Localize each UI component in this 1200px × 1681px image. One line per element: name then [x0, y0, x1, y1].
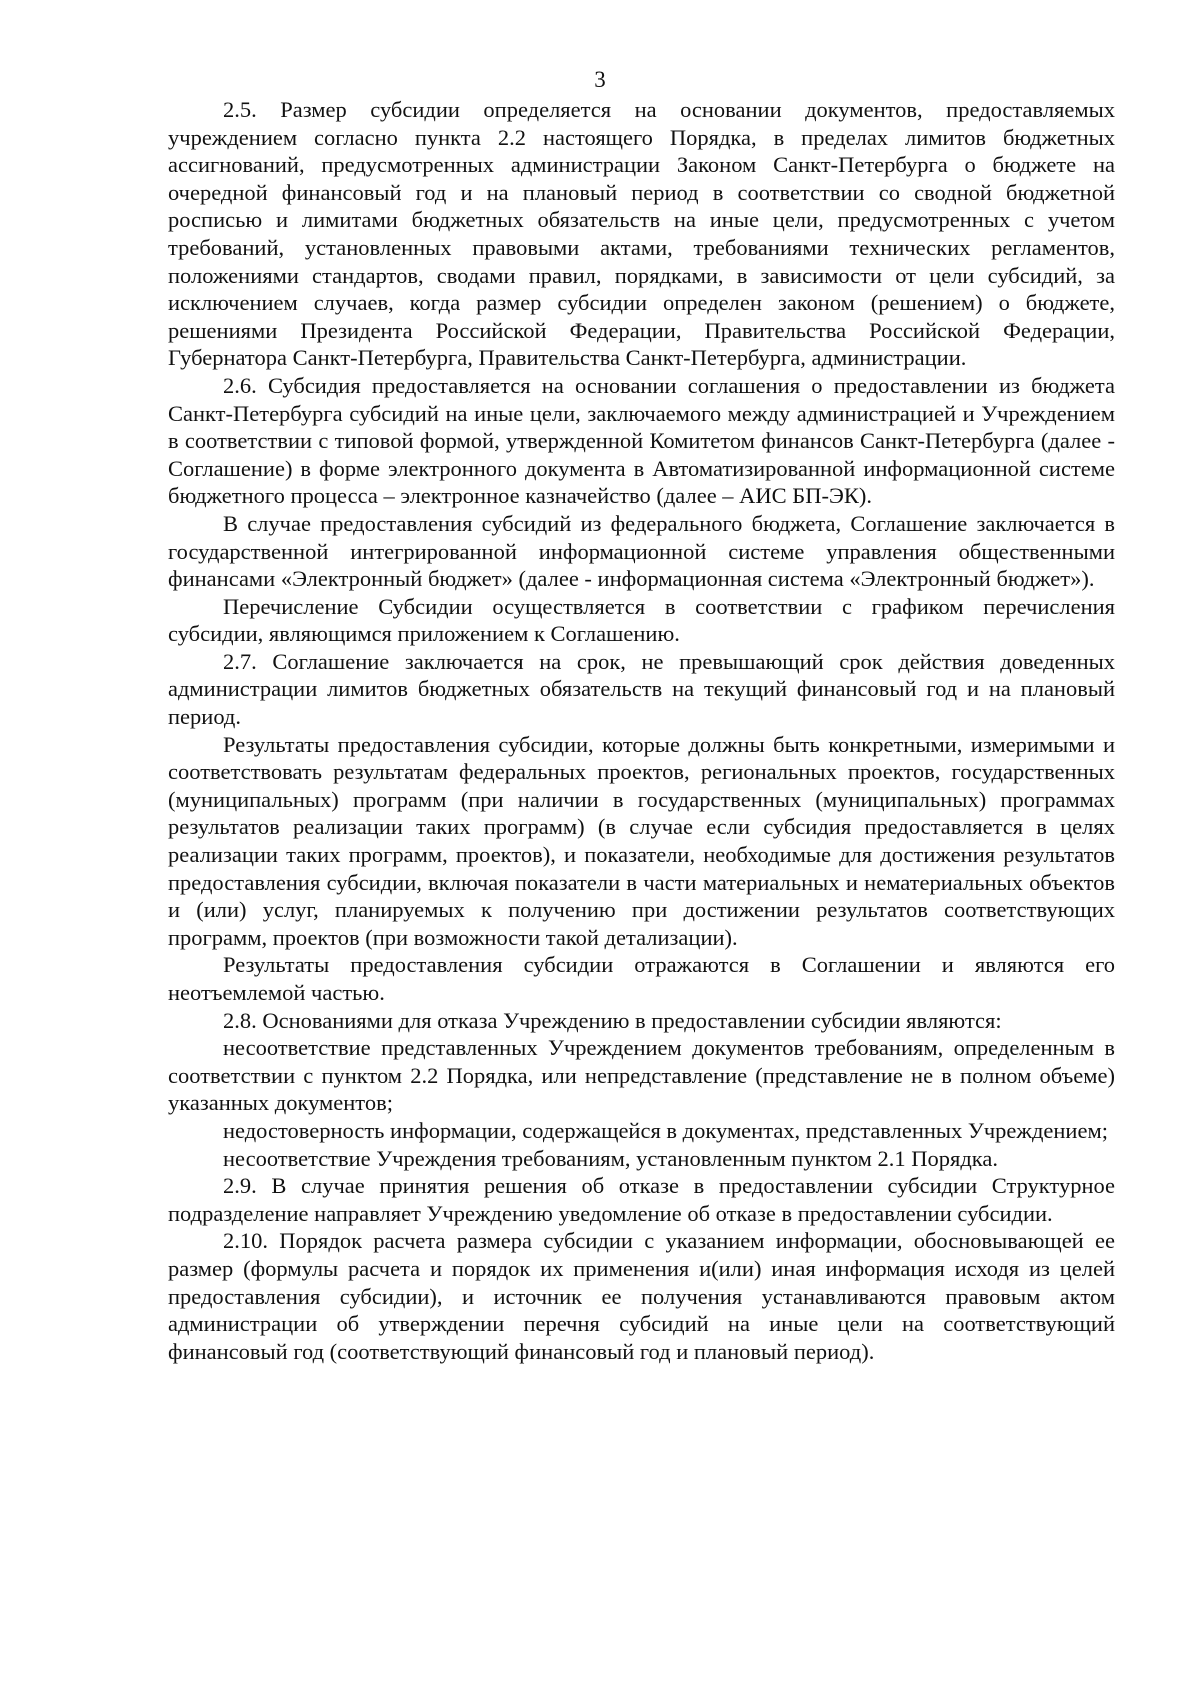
paragraph-2-5: 2.5. Размер субсидии определяется на основании документов, предоставляемых учреждением согласно пункта 2.2 настоящего Порядка, в пределах лимитов бюджетных ассигнований, предусмотренных администрации Законом Санкт-Петербурга о бюджете на очередной финансовый год и на плановый период в соответствии со сводной бюджетной росписью и лимитами бюджетных обязательств на иные цели, предусмотренных с учетом требований, установленных правовыми актами, требованиями технических регламентов, положениями стандартов, сводами правил, порядками, в зависимости от цели субсидий, за исключением случаев, когда размер субсидии определен законом (решением) о бюджете, решениями Президента Российской Федерации, Правительства Российской Федерации, Губернатора Санкт-Петербурга, Правительства Санкт-Петербурга, администрации.	[168, 97, 1115, 371]
paragraph-2-7: 2.7. Соглашение заключается на срок, не превышающий срок действия доведенных администрации лимитов бюджетных обязательств на текущий финансовый год и на плановый период.	[168, 648, 1115, 730]
paragraph-2-9: 2.9. В случае принятия решения об отказе в предоставлении субсидии Структурное подразделение направляет Учреждению уведомление об отказе в предоставлении субсидии.	[168, 1173, 1115, 1226]
paragraph-transfer-schedule: Перечисление Субсидии осуществляется в соответствии с графиком перечисления субсидии, являющимся приложением к Соглашению.	[168, 593, 1115, 647]
paragraph-2-8: 2.8. Основаниями для отказа Учреждению в предоставлении субсидии являются:	[223, 1007, 1002, 1033]
paragraph-results-reflection: Результаты предоставления субсидии отражаются в Соглашении и являются его неотъемлемой частью.	[168, 952, 1115, 1005]
document-body	[168, 96, 1115, 1365]
paragraph-federal-budget: В случае предоставления субсидий из федерального бюджета, Соглашение заключается в государственной интегрированной информационной системе управления общественными финансами «Электронный бюджет» (далее - информационная система «Электронный бюджет»).	[168, 510, 1115, 592]
paragraph-2-6: 2.6. Субсидия предоставляется на основании соглашения о предоставлении из бюджета Санкт-Петербурга субсидий на иные цели, заключаемого между администрацией и Учреждением в соответствии с типовой формой, утвержденной Комитетом финансов Санкт-Петербурга (далее - Соглашение) в форме электронного документа в Автоматизированной информационной системе бюджетного процесса – электронное казначейство (далее – АИС БП-ЭК).	[168, 372, 1115, 509]
page-number: 3	[594, 67, 606, 92]
paragraph-refusal-ground-2: недостоверность информации, содержащейся в документах, представленных Учреждением;	[223, 1117, 1108, 1143]
paragraph-refusal-ground-3: несоответствие Учреждения требованиям, установленным пунктом 2.1 Порядка.	[223, 1145, 998, 1171]
paragraph-2-10: 2.10. Порядок расчета размера субсидии с указанием информации, обосновывающей ее размер (формулы расчета и порядок их применения и(или) иная информация исходя из целей предоставления субсидии), и источник ее получения устанавливаются правовым актом администрации об утверждении перечня субсидий на иные цели на соответствующий финансовый год (соответствующий финансовый год и плановый период).	[168, 1228, 1115, 1364]
paragraph-refusal-ground-1: несоответствие представленных Учреждением документов требованиям, определенным в соответствии с пунктом 2.2 Порядка, или непредставление (представление не в полном объеме) указанных документов;	[168, 1035, 1115, 1116]
paragraph-results: Результаты предоставления субсидии, которые должны быть конкретными, измеримыми и соответствовать результатам федеральных проектов, региональных проектов, государственных (муниципальных) программ (при наличии в государственных (муниципальных) программах результатов реализации таких программ) (в случае если субсидия предоставляется в целях реализации таких программ, проектов), и показатели, необходимые для достижения результатов предоставления субсидии, включая показатели в части материальных и нематериальных объектов и (или) услуг, планируемых к получению при достижении результатов соответствующих программ, проектов (при возможности такой детализации).	[168, 731, 1115, 950]
